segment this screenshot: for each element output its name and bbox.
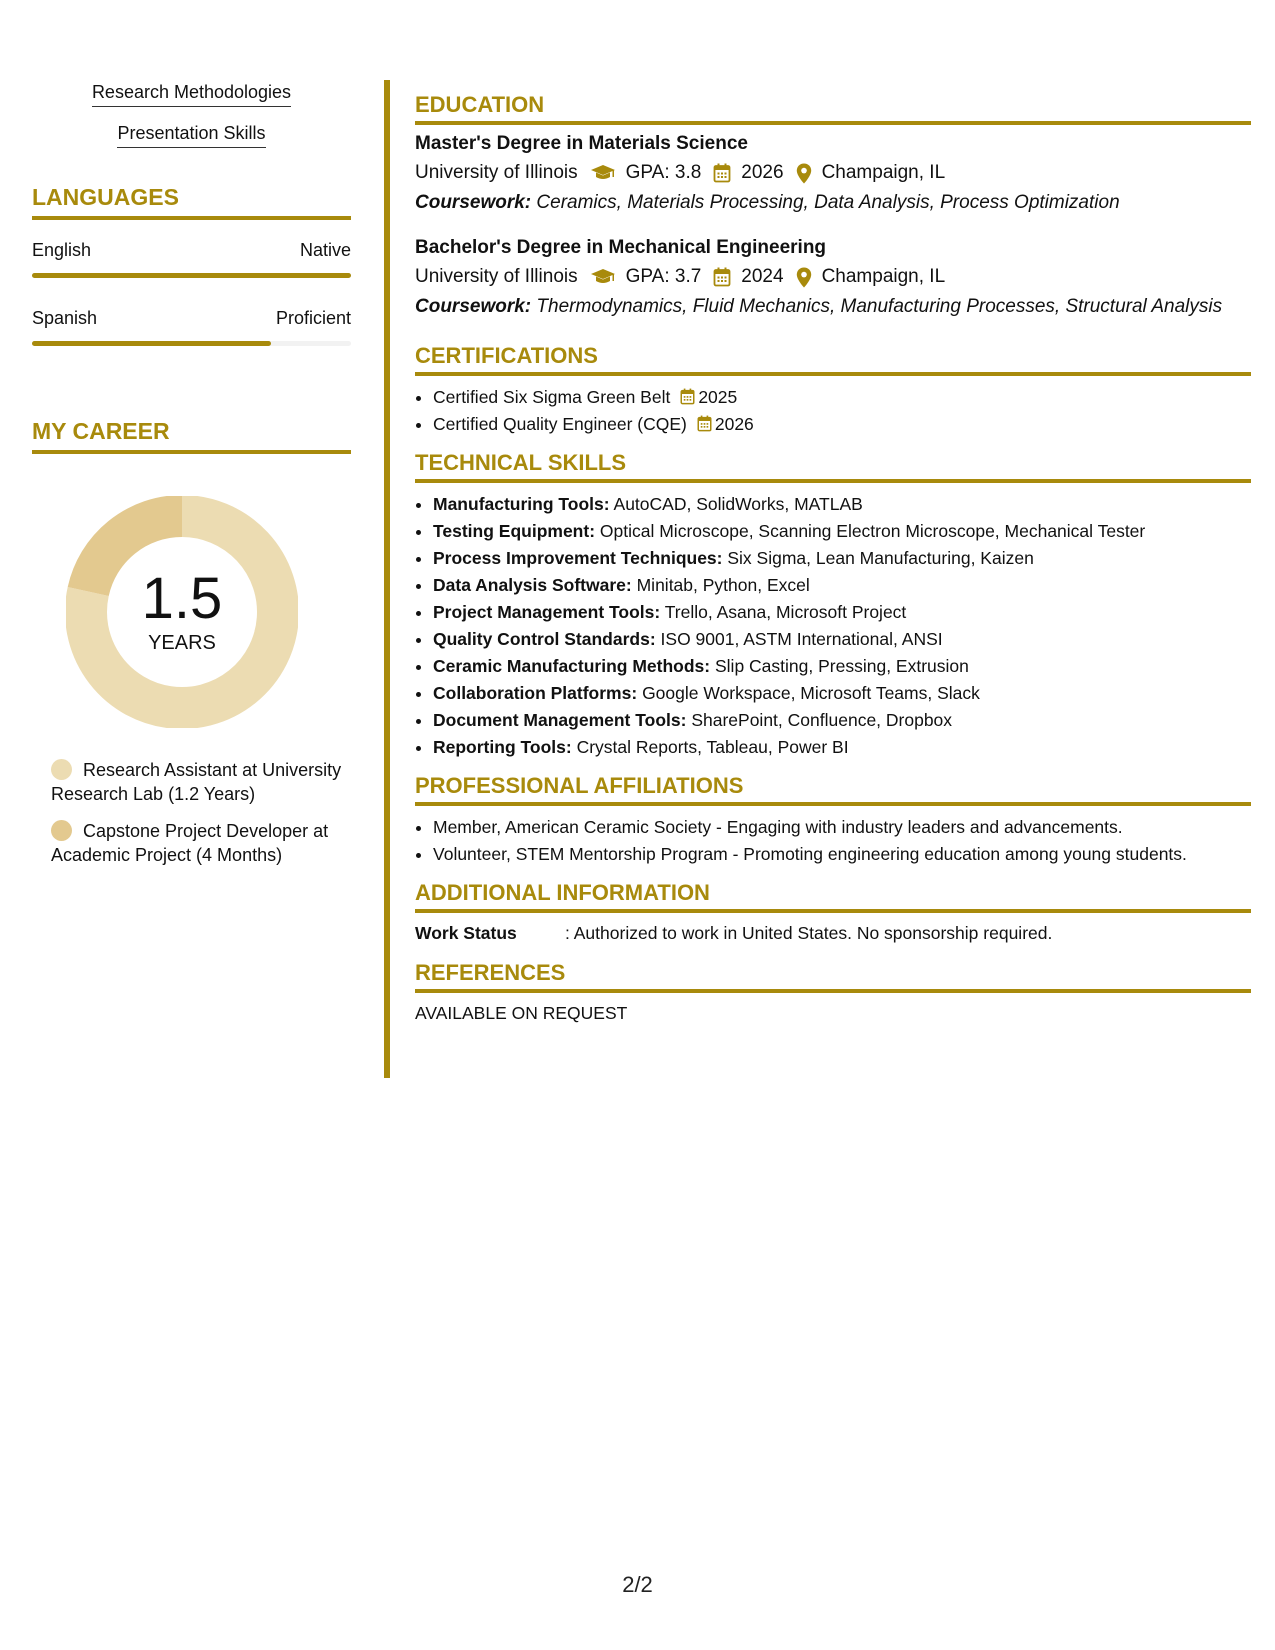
coursework: [415, 295, 1251, 319]
graduation-year: 2024: [741, 266, 784, 287]
work-status: [415, 923, 1251, 944]
career-total: [66, 566, 298, 655]
school-name: University of Illinois: [415, 162, 578, 183]
education-heading: EDUCATION: [415, 92, 1251, 125]
language-name: English: [32, 240, 92, 260]
skill-values: Optical Microscope, Scanning Electron Microscope, Mechanical Tester: [599, 521, 1146, 541]
certification-year: 2025: [698, 387, 738, 407]
coursework-text: Thermodynamics, Fluid Mechanics, Manufacturing Processes, Structural Analysis: [536, 296, 1223, 317]
certifications-list: [415, 384, 1251, 438]
language-row: [32, 240, 351, 261]
technical-skill-item: [433, 599, 1251, 626]
language-row: [32, 308, 351, 329]
language-bar: [32, 341, 351, 346]
affiliation-item: • Member, American Ceramic Society - Engaging with industry leaders and advancements.: [433, 814, 1251, 841]
education-meta: [415, 162, 1251, 184]
calendar-icon: [680, 388, 695, 405]
certification-item: [433, 384, 1251, 411]
education-entry: [415, 133, 1251, 215]
technical-skill-item: [433, 707, 1251, 734]
column-divider: [384, 80, 390, 1078]
references-text: AVAILABLE ON REQUEST: [415, 1003, 628, 1023]
calendar-icon: [713, 163, 731, 183]
skill-values: SharePoint, Confluence, Dropbox: [691, 710, 953, 730]
skill-category: Ceramic Manufacturing Methods:: [433, 656, 711, 676]
affiliations-list: [415, 814, 1251, 868]
career-legend-item: [51, 819, 351, 867]
skill-values: ISO 9001, ASTM International, ANSI: [660, 629, 943, 649]
technical-skill-item: [433, 491, 1251, 518]
education-meta: [415, 266, 1251, 288]
career-legend-label: Research Assistant at University Research Lab (1.2 Years): [51, 760, 342, 804]
career-legend-dot: [51, 820, 72, 841]
certification-year: 2026: [714, 414, 754, 434]
technical-skills-heading: TECHNICAL SKILLS: [415, 450, 1251, 483]
technical-skill-item: [433, 545, 1251, 572]
location-pin-icon: [796, 267, 812, 288]
technical-skill-item: [433, 518, 1251, 545]
skill-values: Trello, Asana, Microsoft Project: [664, 602, 907, 622]
skill-item: Research Methodologies: [32, 82, 351, 107]
language-bar-fill: [32, 341, 271, 346]
skill-category: Quality Control Standards:: [433, 629, 656, 649]
career-section: [32, 418, 351, 867]
coursework-label: Coursework:: [415, 296, 532, 317]
calendar-icon: [713, 267, 731, 287]
career-donut: [66, 496, 298, 728]
skill-values: Six Sigma, Lean Manufacturing, Kaizen: [727, 548, 1034, 568]
left-column: [32, 82, 351, 880]
languages-list: [32, 240, 351, 346]
skill-category: Project Management Tools:: [433, 602, 661, 622]
skill-values: Crystal Reports, Tableau, Power BI: [576, 737, 849, 757]
skill-category: Document Management Tools:: [433, 710, 687, 730]
technical-skill-item: [433, 680, 1251, 707]
coursework-text: Ceramics, Materials Processing, Data Analysis, Process Optimization: [536, 192, 1120, 213]
technical-skill-item: [433, 653, 1251, 680]
affiliations-heading: PROFESSIONAL AFFILIATIONS: [415, 773, 1251, 806]
languages-heading: LANGUAGES: [32, 184, 351, 220]
work-status-label: Work Status: [415, 923, 517, 943]
calendar-icon: [697, 415, 712, 432]
career-legend-label: Capstone Project Developer at Academic Project (4 Months): [51, 821, 329, 865]
graduation-year: 2026: [741, 162, 784, 183]
language-name: Spanish: [32, 308, 98, 328]
education-location: Champaign, IL: [821, 162, 946, 183]
additional-info-heading: ADDITIONAL INFORMATION: [415, 880, 1251, 913]
skill-category: Data Analysis Software:: [433, 575, 632, 595]
skill-category: Process Improvement Techniques:: [433, 548, 723, 568]
work-status-value: : Authorized to work in United States. No sponsorship required.: [565, 923, 1053, 943]
gpa: GPA: 3.8: [625, 162, 702, 183]
technical-skill-item: [433, 626, 1251, 653]
skill-values: Minitab, Python, Excel: [636, 575, 810, 595]
education-list: [415, 133, 1251, 319]
gpa: GPA: 3.7: [625, 266, 702, 287]
language-bar-fill: [32, 273, 351, 278]
technical-skill-item: [433, 734, 1251, 761]
skill-category: Collaboration Platforms:: [433, 683, 638, 703]
school-name: University of Illinois: [415, 266, 578, 287]
career-total-unit: YEARS: [148, 632, 216, 654]
coursework: [415, 191, 1251, 215]
skill-item: Presentation Skills: [32, 123, 351, 148]
language-bar: [32, 273, 351, 278]
career-legend-dot: [51, 759, 72, 780]
career-heading: MY CAREER: [32, 418, 351, 454]
location-pin-icon: [796, 163, 812, 184]
graduation-cap-icon: [590, 164, 616, 182]
career-total-value: 1.5: [141, 566, 223, 631]
technical-skill-item: [433, 572, 1251, 599]
career-legend-item: [51, 758, 351, 806]
skill-category: Manufacturing Tools:: [433, 494, 610, 514]
education-entry: [415, 237, 1251, 319]
languages-section: [32, 184, 351, 346]
degree-title: Bachelor's Degree in Mechanical Engineering: [415, 237, 827, 258]
education-location: Champaign, IL: [821, 266, 946, 287]
technical-skills-list: [415, 491, 1251, 761]
references-heading: REFERENCES: [415, 960, 1251, 993]
career-legend: [51, 758, 351, 867]
language-level: Proficient: [275, 308, 351, 328]
graduation-cap-icon: [590, 268, 616, 286]
certification-name: Certified Six Sigma Green Belt: [433, 387, 671, 407]
skill-category: Testing Equipment:: [433, 521, 596, 541]
certification-name: Certified Quality Engineer (CQE): [433, 414, 687, 434]
skill-values: Slip Casting, Pressing, Extrusion: [715, 656, 969, 676]
skill-category: Reporting Tools:: [433, 737, 572, 757]
page-number: 2/2: [622, 1572, 653, 1597]
coursework-label: Coursework:: [415, 192, 532, 213]
language-level: Native: [299, 240, 351, 260]
skill-values: Google Workspace, Microsoft Teams, Slack: [642, 683, 980, 703]
certification-item: [433, 411, 1251, 438]
skill-values: AutoCAD, SolidWorks, MATLAB: [613, 494, 863, 514]
affiliation-item: • Volunteer, STEM Mentorship Program - Promoting engineering education among young students.: [433, 841, 1251, 868]
degree-title: Master's Degree in Materials Science: [415, 133, 748, 154]
right-column: [415, 92, 1251, 1024]
certifications-heading: CERTIFICATIONS: [415, 343, 1251, 376]
